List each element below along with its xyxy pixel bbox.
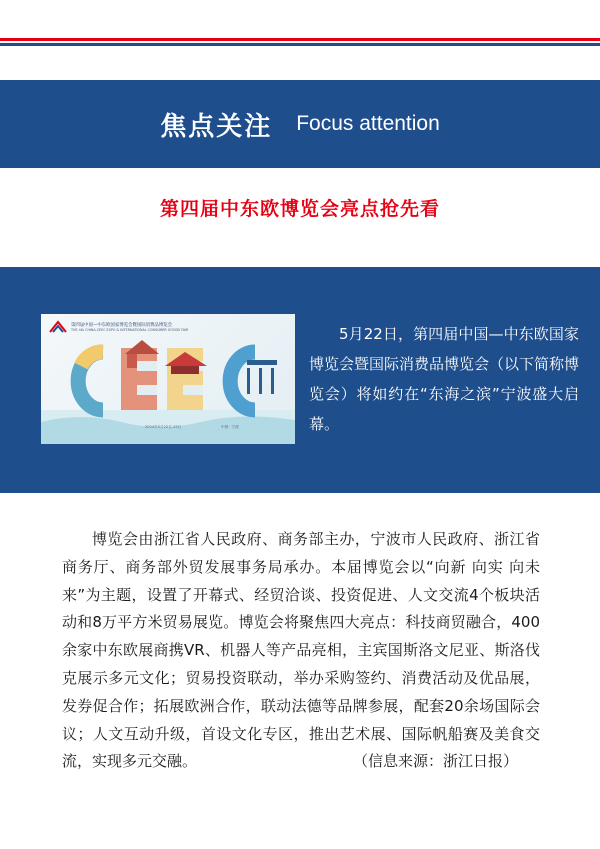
poster-letter-c1 [78, 352, 103, 410]
top-red-rule [0, 38, 600, 41]
article-headline: 第四届中东欧博览会亮点抢先看 [159, 198, 440, 220]
feature-panel [0, 267, 600, 493]
poster-letter-e2 [165, 348, 207, 410]
expo-poster-image [41, 314, 295, 444]
top-blue-rule [0, 43, 600, 46]
poster-subtitle: THE 4th CHINA-CEEC EXPO & INTERNATIONAL CONSUMER GOODS FAIR [71, 328, 189, 332]
feature-paragraph: 5月22日，第四届中国—中东欧国家博览会暨国际消费品博览会（以下简称博览会）将如约在“东海之滨”宁波盛大启幕。 [309, 325, 580, 433]
section-title-en: Focus attention [296, 112, 440, 135]
section-title-cn: 焦点关注 [160, 111, 273, 142]
expo-logo-icon [49, 320, 67, 334]
article-body [62, 526, 540, 776]
poster-letter-c2 [230, 352, 277, 410]
poster-date: 2024年5月22日-25日 [145, 425, 182, 429]
article-body-text: 博览会由浙江省人民政府、商务部主办，宁波市人民政府、浙江省商务厅、商务部外贸发展事务局承办。本届博览会以“向新 向实 向未来”为主题，设置了开幕式、经贸洽谈、投资促进、人文交流4个板块活动和8万平方米贸易展览。博览会将聚焦四大亮点：科技商贸融合，400余家中东欧展商携VR、机器人等产品亮相，主宾国斯洛文尼亚、斯洛伐克展示多元文化；贸易投资联动，举办采购签约、消费活动及优品展，发券促合作；拓展欧洲合作，联动法德等品牌参展，配套20余场国际会议；人文互动升级，首设文化专区，推出艺术展、国际帆船赛及美食交流，实现多元交融。 [62, 530, 540, 771]
source-attribution: （信息来源：浙江日报） [352, 752, 518, 771]
poster-letter-e1 [121, 340, 159, 410]
poster-title: 第四届中国—中东欧国家博览会暨国际消费品博览会 [71, 323, 172, 328]
poster-location: 中国 · 宁波 [221, 425, 239, 429]
section-header [0, 80, 600, 168]
